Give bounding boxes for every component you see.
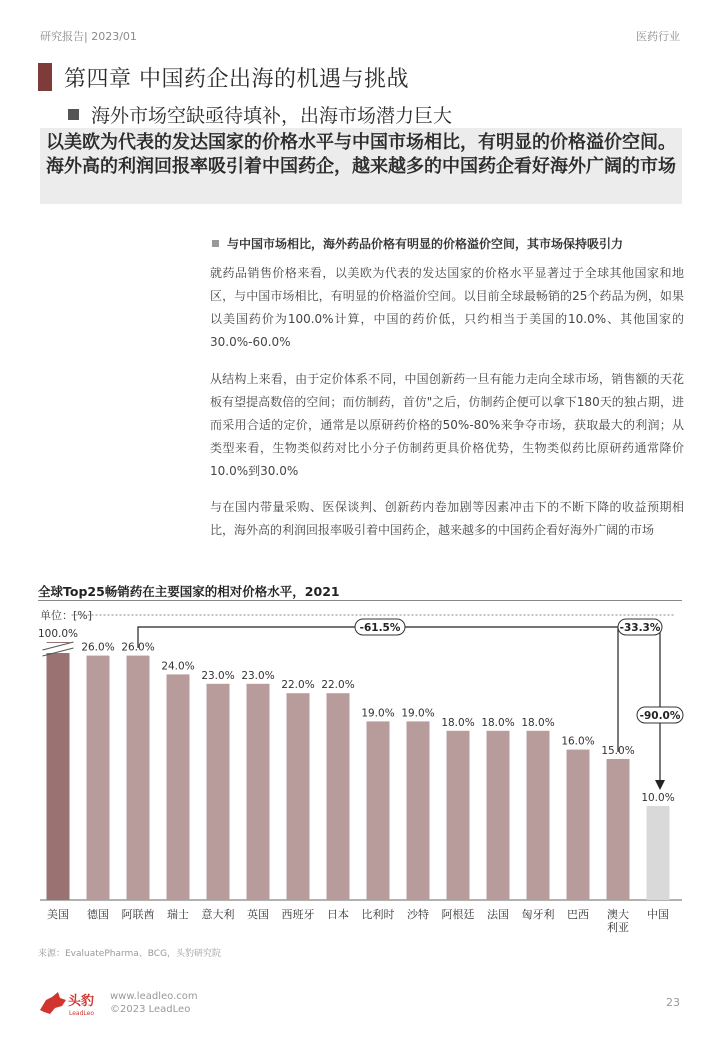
category-label-德国: 德国 (87, 908, 109, 921)
value-label-瑞士: 24.0% (161, 660, 195, 673)
bar-瑞士 (167, 674, 190, 900)
chart-title: 全球Top25畅销药在主要国家的相对价格水平，2021 (38, 584, 340, 599)
chapter-heading (38, 62, 409, 92)
leopard-icon (40, 992, 66, 1014)
bar-chart (0, 600, 720, 940)
logo-sub: LeadLeo (69, 1010, 95, 1017)
footer-copyright: ©2023 LeadLeo (110, 1004, 191, 1015)
category-label-澳大利亚-1: 澳大 (607, 908, 629, 921)
key-point-title: 与中国市场相比，海外药品价格有明显的价格溢价空间，其市场保持吸引力 (227, 237, 624, 251)
category-label-西班牙: 西班牙 (281, 908, 315, 921)
page-number: 23 (666, 996, 680, 1009)
paragraph-1: 就药品销售价格来看，以美欧为代表的发达国家的价格水平显著过于全球其他国家和地区，与中国市场相比，有明显的价格溢价空间。以目前全球最畅销的25个药品为例，如果以美国药价为100.0%计算，中国的药价低，只约相当于美国的10.0%、其他国家的30.0%-60.0% (210, 266, 684, 349)
chapter-marker (38, 63, 52, 91)
key-point (212, 235, 623, 252)
bar-德国 (87, 656, 110, 900)
footer-links (110, 990, 198, 1016)
bar-美国 (47, 642, 70, 900)
value-label-英国: 23.0% (241, 669, 275, 682)
leadleo-logo (38, 988, 106, 1018)
bar-意大利 (207, 684, 230, 900)
report-date-label: 研究报告| 2023/01 (40, 30, 137, 43)
section-subtitle (68, 101, 452, 128)
bar-阿联酋 (127, 656, 150, 900)
value-label-阿根廷: 18.0% (441, 716, 475, 729)
bar-西班牙 (287, 693, 310, 900)
subtitle-marker (68, 109, 79, 120)
bar-沙特 (407, 721, 430, 900)
category-label-巴西: 巴西 (567, 908, 589, 921)
bar-英国 (247, 684, 270, 900)
category-label-日本: 日本 (327, 908, 349, 921)
subtitle-text: 海外市场空缺亟待填补，出海市场潜力巨大 (91, 105, 453, 127)
category-label-美国: 美国 (47, 908, 69, 921)
value-label-比利时: 19.0% (361, 707, 395, 720)
page-header (40, 28, 680, 44)
value-label-日本: 22.0% (321, 679, 355, 692)
logo-text: 头豹 (68, 994, 95, 1009)
value-label-巴西: 16.0% (561, 735, 595, 748)
value-label-德国: 26.0% (81, 641, 115, 654)
bar-阿根廷 (447, 731, 470, 900)
value-label-中国: 10.0% (641, 792, 675, 804)
value-label-法国: 18.0% (481, 716, 515, 729)
bar-法国 (487, 731, 510, 900)
bar-巴西 (567, 750, 590, 900)
industry-label: 医药行业 (636, 30, 680, 43)
category-label-意大利: 意大利 (201, 908, 235, 921)
category-label-匈牙利: 匈牙利 (521, 908, 555, 921)
value-label-意大利: 23.0% (201, 669, 235, 682)
source-note: 来源：EvaluatePharma、BCG，头豹研究院 (38, 949, 222, 959)
unit-label: 单位：[%] (40, 609, 93, 622)
category-label-沙特: 沙特 (407, 908, 429, 921)
bar-比利时 (367, 721, 390, 900)
category-label-中国: 中国 (647, 908, 669, 921)
summary-box (40, 128, 682, 204)
bar-中国 (647, 806, 670, 900)
value-label-沙特: 19.0% (401, 707, 435, 720)
category-label-阿根廷: 阿根廷 (441, 908, 475, 921)
category-label-比利时: 比利时 (361, 908, 395, 921)
bar-匈牙利 (527, 731, 550, 900)
footer-url[interactable]: www.leadleo.com (110, 991, 198, 1002)
annotation-label-1: -61.5% (359, 622, 401, 634)
summary-text: 以美欧为代表的发达国家的价格水平与中国市场相比，有明显的价格溢价空间。海外高的利润回报率吸引着中国药企，越来越多的中国药企看好海外广阔的市场 (46, 132, 676, 177)
value-label-阿联酋: 26.0% (121, 641, 155, 654)
paragraph-3: 与在国内带量采购、医保谈判、创新药内卷加剧等因素冲击下的不断下降的收益预期相比，海外高的利润回报率吸引着中国药企，越来越多的中国药企看好海外广阔的市场 (210, 500, 684, 537)
annotation-label-2: -33.3% (619, 622, 661, 634)
value-label-匈牙利: 18.0% (521, 716, 555, 729)
paragraph-2: 从结构上来看，由于定价体系不同，中国创新药一旦有能力走向全球市场，销售额的天花板有望提高数倍的空间；而仿制药，首仿"之后，仿制药企便可以拿下180天的独占期，进而采用合适的定价，通常是以原研药价格的50%-80%来争夺市场，获取最大的利润；从类型来看，生物类似药对比小分子仿制药更具价格优势，生物类似药比原研药通常降价10.0%到30.0% (210, 372, 684, 478)
bars-layer (40, 642, 682, 900)
annotation-arrowhead (655, 780, 665, 790)
value-label-西班牙: 22.0% (281, 679, 315, 692)
category-label-瑞士: 瑞士 (167, 908, 189, 921)
chapter-title: 第四章 中国药企出海的机遇与挑战 (64, 66, 409, 92)
key-point-marker (212, 240, 219, 247)
category-label-阿联酋: 阿联酋 (121, 908, 155, 921)
category-label-澳大利亚-2: 利亚 (607, 921, 629, 934)
value-label-澳大利亚: 15.0% (601, 745, 635, 757)
category-label-法国: 法国 (487, 908, 509, 921)
bar-日本 (327, 693, 350, 900)
bar-澳大利亚 (607, 759, 630, 900)
annotation-label-3: -90.0% (639, 710, 681, 722)
value-label-美国: 100.0% (37, 628, 79, 640)
category-label-英国: 英国 (247, 908, 269, 921)
